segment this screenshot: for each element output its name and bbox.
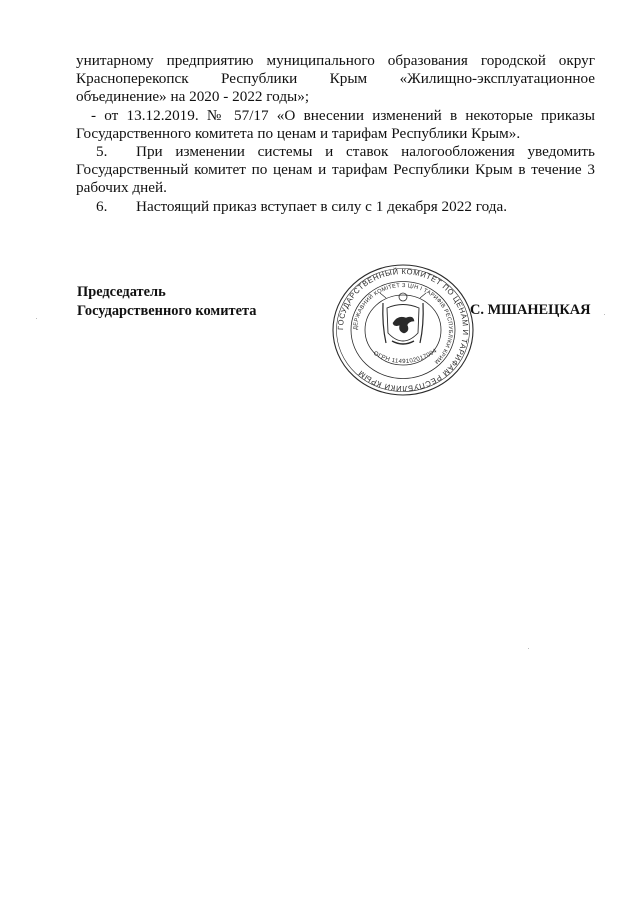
list-item-6-number: 6.: [96, 197, 108, 215]
list-item-5: [76, 143, 595, 198]
scan-speck: [36, 318, 37, 319]
list-item-5-text: При изменении системы и ставок налогообложения уведомить Государственный комитет по ценам и тарифам Республики Крым в течение 3 рабочих дней.: [76, 143, 595, 197]
signatory-title: [77, 283, 256, 321]
list-item-5-number: 5.: [96, 143, 108, 161]
scan-speck: [604, 314, 605, 315]
document-body: [76, 52, 595, 216]
signer-name: С. МШАНЕЦКАЯ: [470, 302, 591, 318]
paragraph-continuation: унитарному предприятию муниципального образования городской округ Красноперекопск Республики Крым «Жилищно-эксплуатационное объединение» на 2020 - 2022 годы»;: [76, 52, 595, 106]
signatory-title-line-1: Председатель: [77, 284, 166, 300]
list-item-6-text: Настоящий приказ вступает в силу с 1 декабря 2022 года.: [136, 197, 507, 215]
list-item-6: [76, 198, 595, 216]
svg-text:ОГРН 1149102017004: [372, 348, 438, 365]
paragraph-order-reference: - от 13.12.2019. № 57/17 «О внесении изменений в некоторые приказы Государственного комитета по ценам и тарифам Республики Крым».: [76, 106, 595, 142]
seal-inner-text: ДЕРЖАВНИЙ КОМІТЕТ З ЦІН І ТАРИФІВ РЕСПУБЛІКИ КРИМ: [352, 282, 454, 365]
seal-outer-text: ГОСУДАРСТВЕННЫЙ КОМИТЕТ ПО ЦЕНАМ И ТАРИФАМ РЕСПУБЛИКИ КРЫМ: [335, 266, 471, 394]
crimea-coat-of-arms-emblem: [380, 293, 426, 344]
scan-speck: [528, 648, 529, 649]
official-seal-stamp: [330, 263, 476, 397]
signatory-title-line-2: Государственного комитета: [77, 303, 257, 319]
seal-registration-number: ОГРН 1149102017004: [372, 348, 439, 366]
